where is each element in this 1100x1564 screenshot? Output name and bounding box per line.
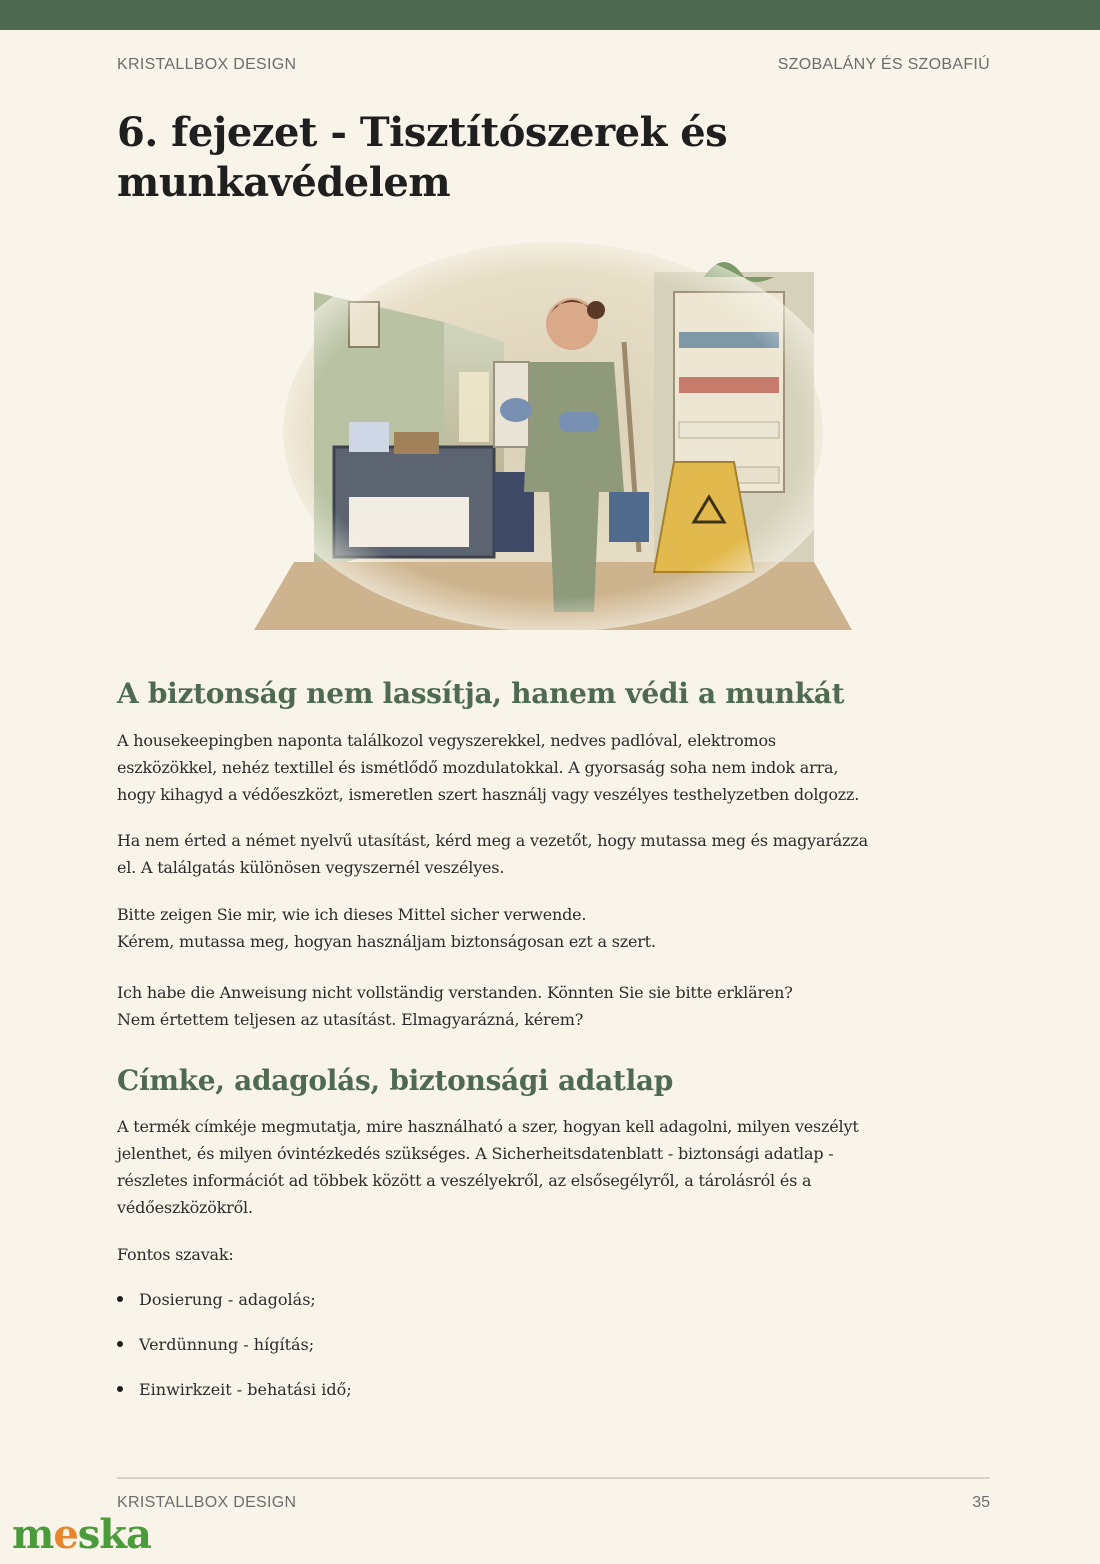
- important-words-list: [117, 1286, 352, 1421]
- list-item-text: Verdünnung - hígítás;: [139, 1335, 315, 1354]
- paragraph-safety-intro: [117, 727, 997, 808]
- text-line: Ha nem érted a német nyelvű utasítást, kérd meg a vezetőt, hogy mutassa meg és magyarázza: [117, 831, 868, 850]
- paragraph-important-words: [117, 1241, 997, 1268]
- text-line: A termék címkéje megmutatja, mire használható a szer, hogyan kell adagolni, milyen veszélyt: [117, 1117, 859, 1136]
- text-line: részletes információt ad többek között a veszélyekről, az elsősegélyről, a tárolásról és a: [117, 1171, 812, 1190]
- text-line: A housekeepingben naponta találkozol vegyszerekkel, nedves padlóval, elektromos: [117, 731, 776, 750]
- text-line: eszközökkel, nehéz textillel és ismétlődő mozdulatokkal. A gyorsaság soha nem indok arra,: [117, 758, 839, 777]
- paragraph-ask-manager: [117, 827, 997, 881]
- text-line: védőeszközökről.: [117, 1198, 253, 1217]
- text-line: el. A találgatás különösen vegyszernél veszélyes.: [117, 858, 505, 877]
- meska-logo-icon: [10, 1510, 180, 1560]
- top-bar: [0, 0, 1100, 30]
- paragraph-phrase-explain: [117, 979, 997, 1033]
- page-number: 35: [972, 1494, 990, 1511]
- list-item-text: Einwirkzeit - behatási idő;: [139, 1380, 352, 1399]
- text-line: Nem értettem teljesen az utasítást. Elmagyarázná, kérem?: [117, 1010, 584, 1029]
- list-item-text: Dosierung - adagolás;: [139, 1290, 316, 1309]
- bullet-icon: [117, 1296, 123, 1302]
- bullet-icon: [117, 1386, 123, 1392]
- list-item: [117, 1331, 352, 1376]
- running-head-left: KRISTALLBOX DESIGN: [117, 56, 297, 73]
- svg-text:meska: meska: [12, 1511, 151, 1558]
- text-line: hogy kihagyd a védőeszközt, ismeretlen szert használj vagy veszélyes testhelyzetben dolgozz.: [117, 785, 860, 804]
- paragraph-label-intro: [117, 1113, 997, 1221]
- section-heading-label: Címke, adagolás, biztonsági adatlap: [117, 1064, 674, 1097]
- text-line: Kérem, mutassa meg, hogyan használjam biztonságosan ezt a szert.: [117, 932, 656, 951]
- housekeeper-illustration: [254, 232, 852, 630]
- bullet-icon: [117, 1341, 123, 1347]
- section-heading-safety: A biztonság nem lassítja, hanem védi a munkát: [117, 677, 845, 710]
- text-line: jelenthet, és milyen óvintézkedés szükséges. A Sicherheitsdatenblatt - biztonsági adatlap -: [117, 1144, 834, 1163]
- list-item: [117, 1286, 352, 1331]
- text-line: Ich habe die Anweisung nicht vollständig verstanden. Könnten Sie sie bitte erklären?: [117, 983, 793, 1002]
- list-item: [117, 1376, 352, 1421]
- text-line: Fontos szavak:: [117, 1245, 234, 1264]
- footer-divider: [117, 1477, 990, 1479]
- chapter-title: 6. fejezet - Tisztítószerek és munkavédelem: [117, 109, 728, 206]
- running-head-right: SZOBALÁNY ÉS SZOBAFIÚ: [777, 56, 990, 73]
- footer-brand: KRISTALLBOX DESIGN: [117, 1494, 297, 1511]
- paragraph-phrase-show: [117, 901, 997, 955]
- text-line: Bitte zeigen Sie mir, wie ich dieses Mittel sicher verwende.: [117, 905, 587, 924]
